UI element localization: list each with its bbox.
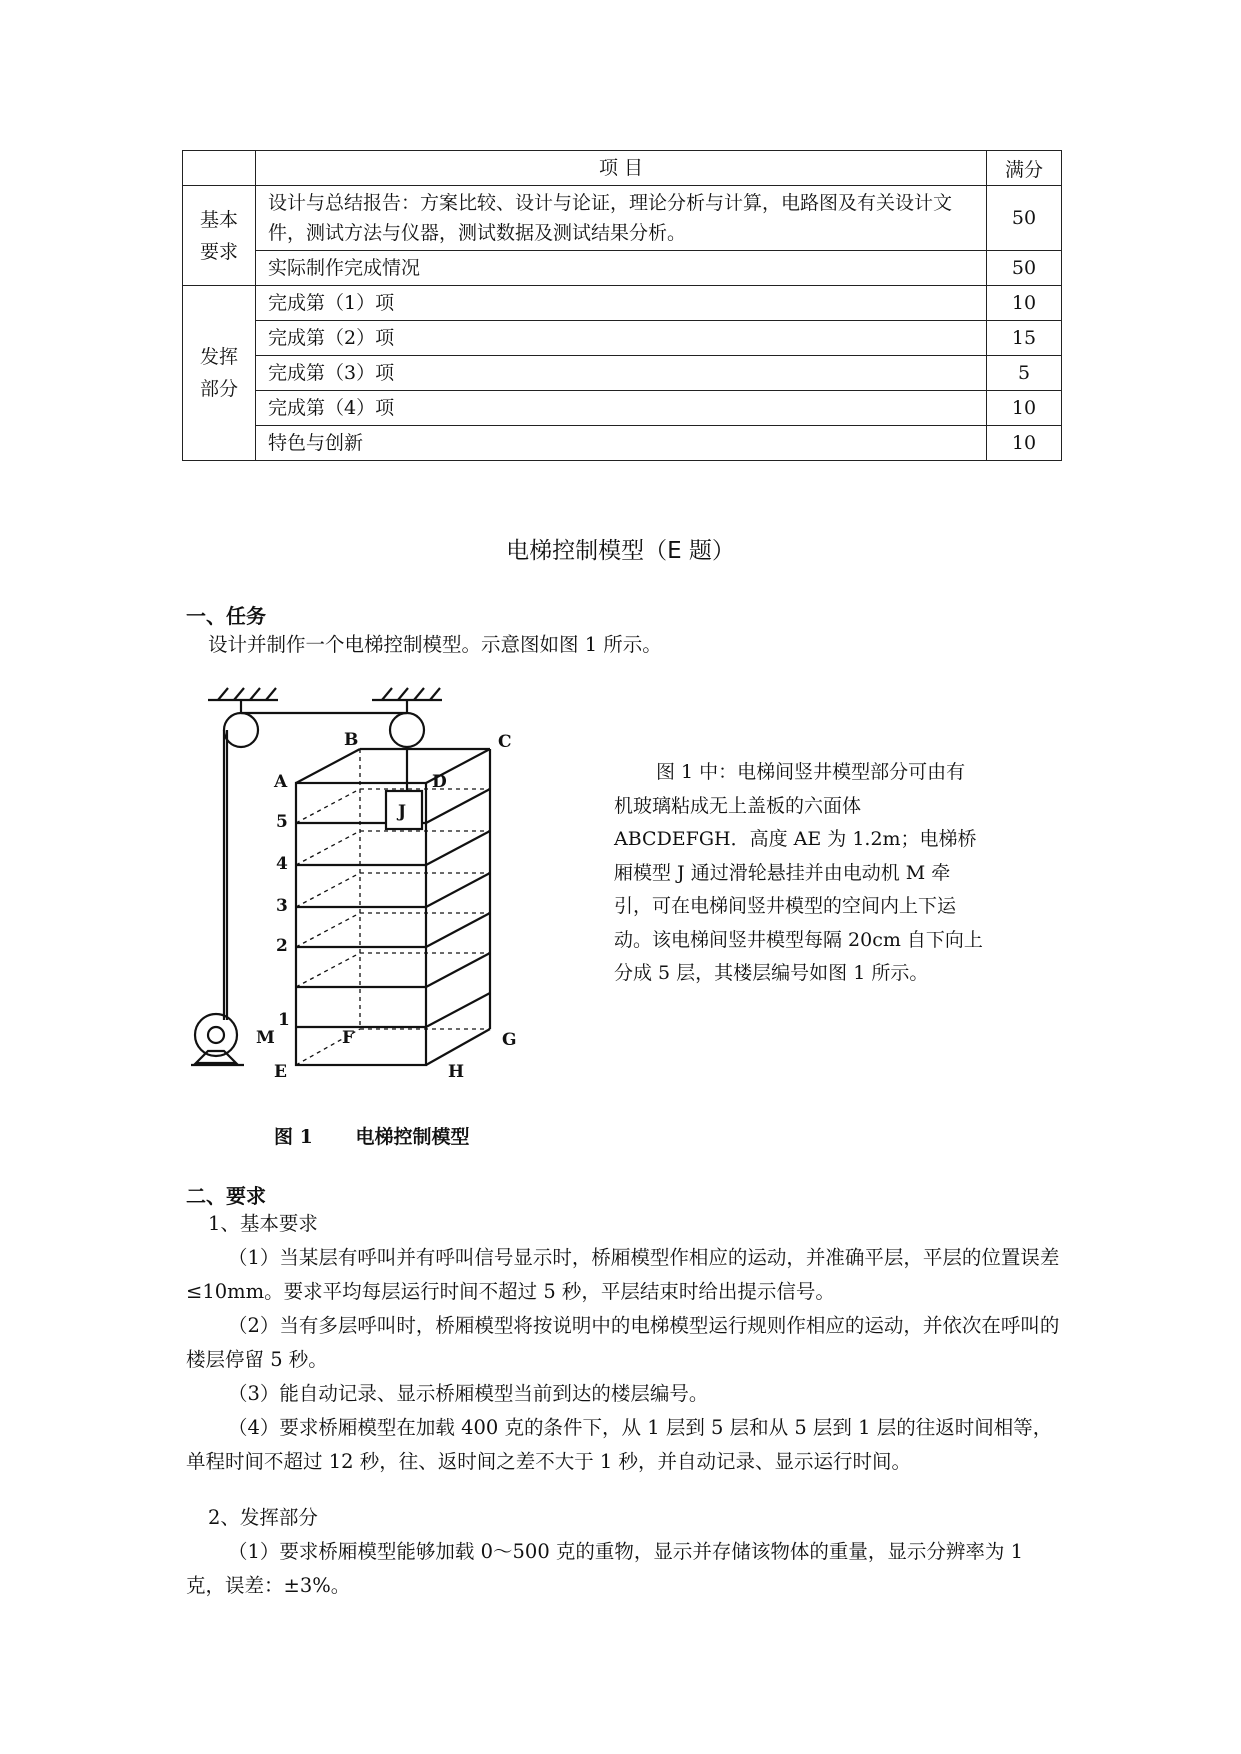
table-cell-score: 10 xyxy=(987,391,1062,426)
score-table xyxy=(182,150,1062,461)
table-cell-item: 实际制作完成情况 xyxy=(256,251,987,286)
figure-caption xyxy=(274,1122,469,1149)
column-header-item: 项 目 xyxy=(256,151,987,186)
requirements-body xyxy=(186,1207,1064,1603)
group-basic: 基本 要求 xyxy=(183,186,256,286)
basic-requirement-item: （3）能自动记录、显示桥厢模型当前到达的楼层编号。 xyxy=(228,1382,709,1405)
table-cell-item: 特色与创新 xyxy=(256,426,987,461)
section-heading-task: 一、任务 xyxy=(186,604,266,628)
floor-label-5: 5 xyxy=(276,812,288,832)
floor-label-1: 1 xyxy=(278,1010,290,1030)
table-cell-score: 50 xyxy=(987,251,1062,286)
basic-requirements-heading: 1、基本要求 xyxy=(208,1212,318,1235)
label-C: C xyxy=(498,732,512,752)
figure-description-text: 图 1 中：电梯间竖井模型部分可由有机玻璃粘成无上盖板的六面体 ABCDEFGH．高度 AE 为 1.2m；电梯桥厢模型 J 通过滑轮悬挂并由电动机 M 牵引，可在电梯间竖井模型的空间内上下运动。该电梯间竖井模型每隔 20cm 自下向上分成 5 层，其楼层编号如图 1 所示。 xyxy=(614,761,983,984)
floor-label-4: 4 xyxy=(276,854,288,874)
basic-requirement-item: （1）当某层有呼叫并有呼叫信号显示时，桥厢模型作相应的运动，并准确平层，平层的位置误差≤10mm。要求平均每层运行时间不超过 5 秒，平层结束时给出提示信号。 xyxy=(186,1246,1060,1303)
table-row xyxy=(183,356,1062,391)
extension-heading: 2、发挥部分 xyxy=(208,1506,318,1529)
floor-label-2: 2 xyxy=(276,936,288,956)
section-heading-requirements: 二、要求 xyxy=(186,1184,266,1208)
table-cell-score: 50 xyxy=(987,186,1062,251)
table-cell-score: 10 xyxy=(987,286,1062,321)
floor-label-3: 3 xyxy=(276,896,288,916)
label-E: E xyxy=(274,1062,287,1082)
basic-requirement-item: （2）当有多层呼叫时，桥厢模型将按说明中的电梯模型运行规则作相应的运动，并依次在呼叫的楼层停留 5 秒。 xyxy=(186,1314,1060,1371)
table-header-row xyxy=(183,151,1062,186)
label-A: A xyxy=(274,772,288,792)
label-F: F xyxy=(342,1028,355,1048)
extension-item: （1）要求桥厢模型能够加载 0～500 克的重物，显示并存储该物体的重量，显示分辨率为 1 克，误差：±3%。 xyxy=(186,1540,1024,1597)
column-header-score: 满分 xyxy=(987,151,1062,186)
group-extension: 发挥 部分 xyxy=(183,286,256,461)
table-row xyxy=(183,426,1062,461)
table-row xyxy=(183,251,1062,286)
table-corner-cell xyxy=(183,151,256,186)
figure-caption-number: 图 1 xyxy=(274,1126,313,1148)
label-D: D xyxy=(432,772,447,792)
task-text: 设计并制作一个电梯控制模型。示意图如图 1 所示。 xyxy=(208,633,662,656)
table-row xyxy=(183,321,1062,356)
table-row xyxy=(183,286,1062,321)
label-J: J xyxy=(398,802,407,822)
table-row xyxy=(183,186,1062,251)
table-cell-score: 10 xyxy=(987,426,1062,461)
table-cell-item: 完成第（4）项 xyxy=(256,391,987,426)
table-cell-item: 完成第（1）项 xyxy=(256,286,987,321)
table-row xyxy=(183,391,1062,426)
table-cell-score: 15 xyxy=(987,321,1062,356)
label-B: B xyxy=(344,730,359,750)
label-H: H xyxy=(448,1062,465,1082)
table-cell-item: 完成第（3）项 xyxy=(256,356,987,391)
elevator-diagram xyxy=(186,685,586,1105)
table-cell-item: 完成第（2）项 xyxy=(256,321,987,356)
basic-requirement-item: （4）要求桥厢模型在加载 400 克的条件下，从 1 层到 5 层和从 5 层到 1 层的往返时间相等，单程时间不超过 12 秒，往、返时间之差不大于 1 秒，并自动记录、显示运行时间。 xyxy=(186,1416,1053,1473)
page-title: 电梯控制模型（E 题） xyxy=(506,538,735,564)
figure-description xyxy=(614,756,984,991)
label-G: G xyxy=(502,1030,517,1050)
table-cell-item: 设计与总结报告：方案比较、设计与论证，理论分析与计算，电路图及有关设计文件，测试方法与仪器，测试数据及测试结果分析。 xyxy=(256,186,987,251)
table-cell-score: 5 xyxy=(987,356,1062,391)
figure-caption-text: 电梯控制模型 xyxy=(355,1126,470,1148)
label-M: M xyxy=(256,1028,275,1048)
